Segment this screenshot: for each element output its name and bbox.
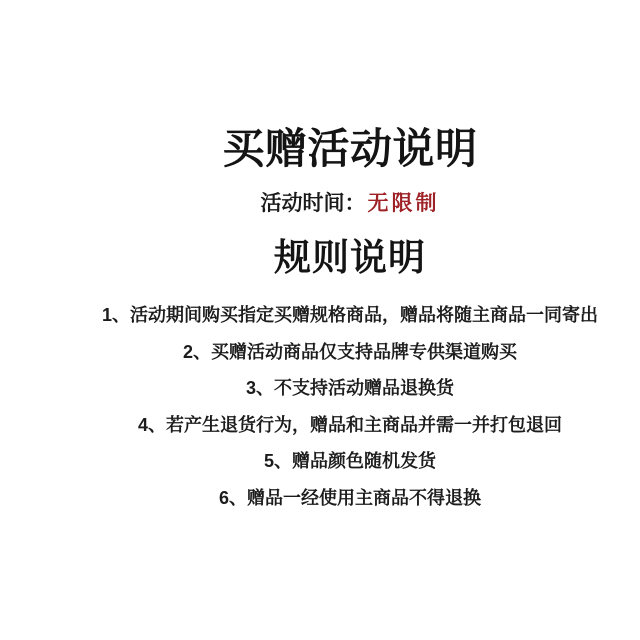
rules-heading: 规则说明 [274, 237, 426, 278]
rule-item-1: 1、活动期间购买指定买赠规格商品，赠品将随主商品一同寄出 [101, 305, 598, 325]
notice-content [60, 0, 640, 517]
rule-item-2: 2、买赠活动商品仅支持品牌专供渠道购买 [182, 341, 517, 362]
rule-item-5: 5、赠品颜色随机发货 [263, 451, 436, 472]
rules-list [60, 297, 640, 517]
activity-time-value: 无限制 [367, 192, 440, 215]
rule-item-3: 3、不支持活动赠品退换货 [245, 378, 454, 399]
activity-time-label: 活动时间： [260, 192, 366, 215]
page-title: 买赠活动说明 [222, 125, 478, 172]
rule-item-4: 4、若产生退货行为，赠品和主商品并需一并打包退回 [137, 414, 562, 435]
rule-item-6: 6、赠品一经使用主商品不得退换 [218, 487, 481, 508]
activity-time [60, 190, 640, 218]
